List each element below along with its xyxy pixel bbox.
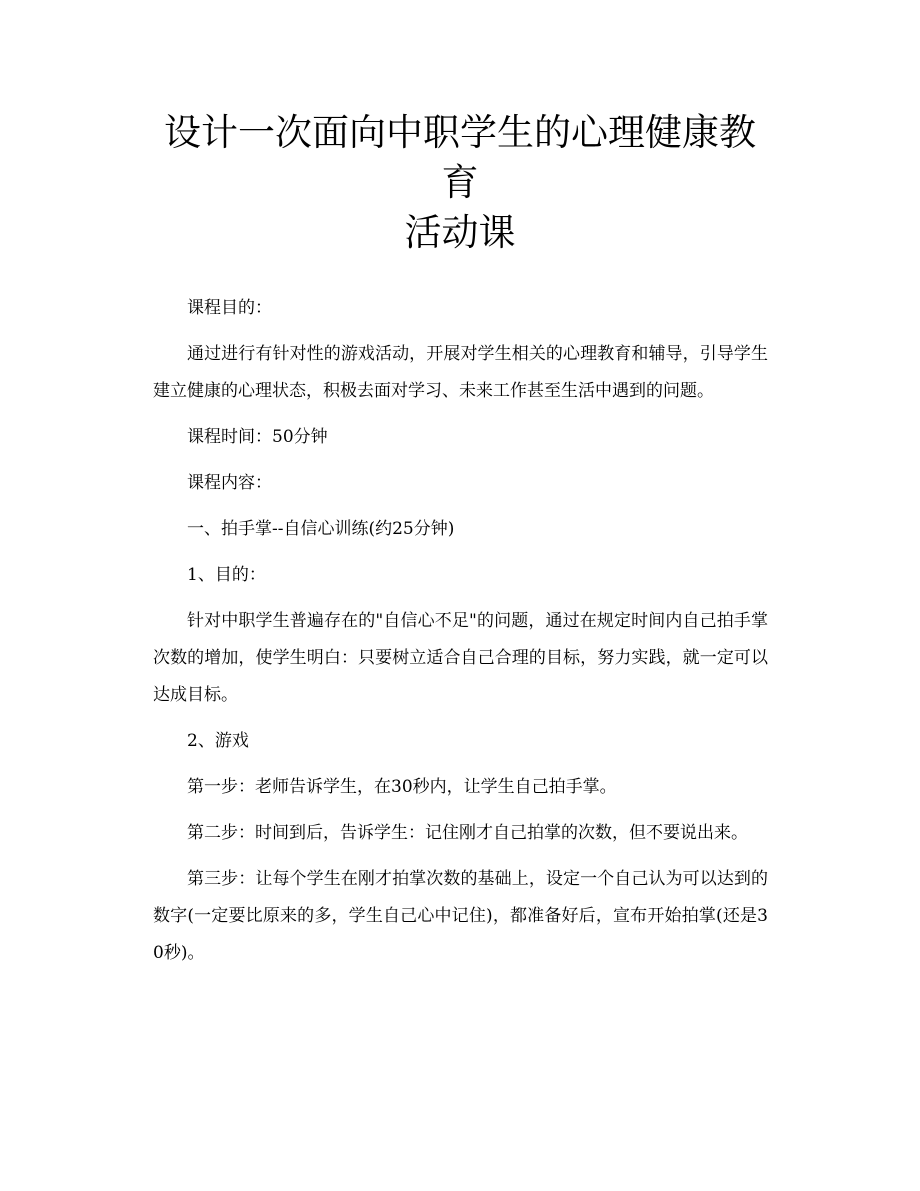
title-line-2: 活动课 — [404, 211, 516, 254]
title-line-1: 设计一次面向中职学生的心理健康教育 — [164, 111, 756, 204]
section-1-heading: 一、拍手掌--自信心训练(约25分钟) — [187, 519, 455, 539]
document-body — [153, 290, 768, 981]
step-2: 第二步：时间到后，告诉学生：记住刚才自己拍掌的次数，但不要说出来。 — [187, 823, 748, 843]
step-3: 第三步：让每个学生在刚才拍掌次数的基础上，设定一个自己认为可以达到的数字(一定要比原来的多，学生自己心中记住)，都准备好后，宣布开始拍掌(还是30秒)。 — [153, 869, 768, 963]
subsection-purpose-heading: 1、目的： — [187, 565, 266, 585]
course-goal-heading: 课程目的： — [187, 298, 272, 318]
purpose-text: 针对中职学生普遍存在的"自信心不足"的问题，通过在规定时间内自己拍手掌次数的增加，使学生明白：只要树立适合自己合理的目标，努力实践，就一定可以达成目标。 — [153, 611, 768, 705]
subsection-game-heading: 2、游戏 — [187, 731, 249, 751]
document-title — [150, 108, 770, 258]
course-goal-text: 通过进行有针对性的游戏活动，开展对学生相关的心理教育和辅导，引导学生建立健康的心理状态，积极去面对学习、未来工作甚至生活中遇到的问题。 — [153, 344, 768, 401]
step-1: 第一步：老师告诉学生，在30秒内，让学生自己拍手掌。 — [187, 777, 617, 797]
course-time: 课程时间：50分钟 — [187, 427, 328, 447]
course-content-heading: 课程内容： — [187, 473, 272, 493]
